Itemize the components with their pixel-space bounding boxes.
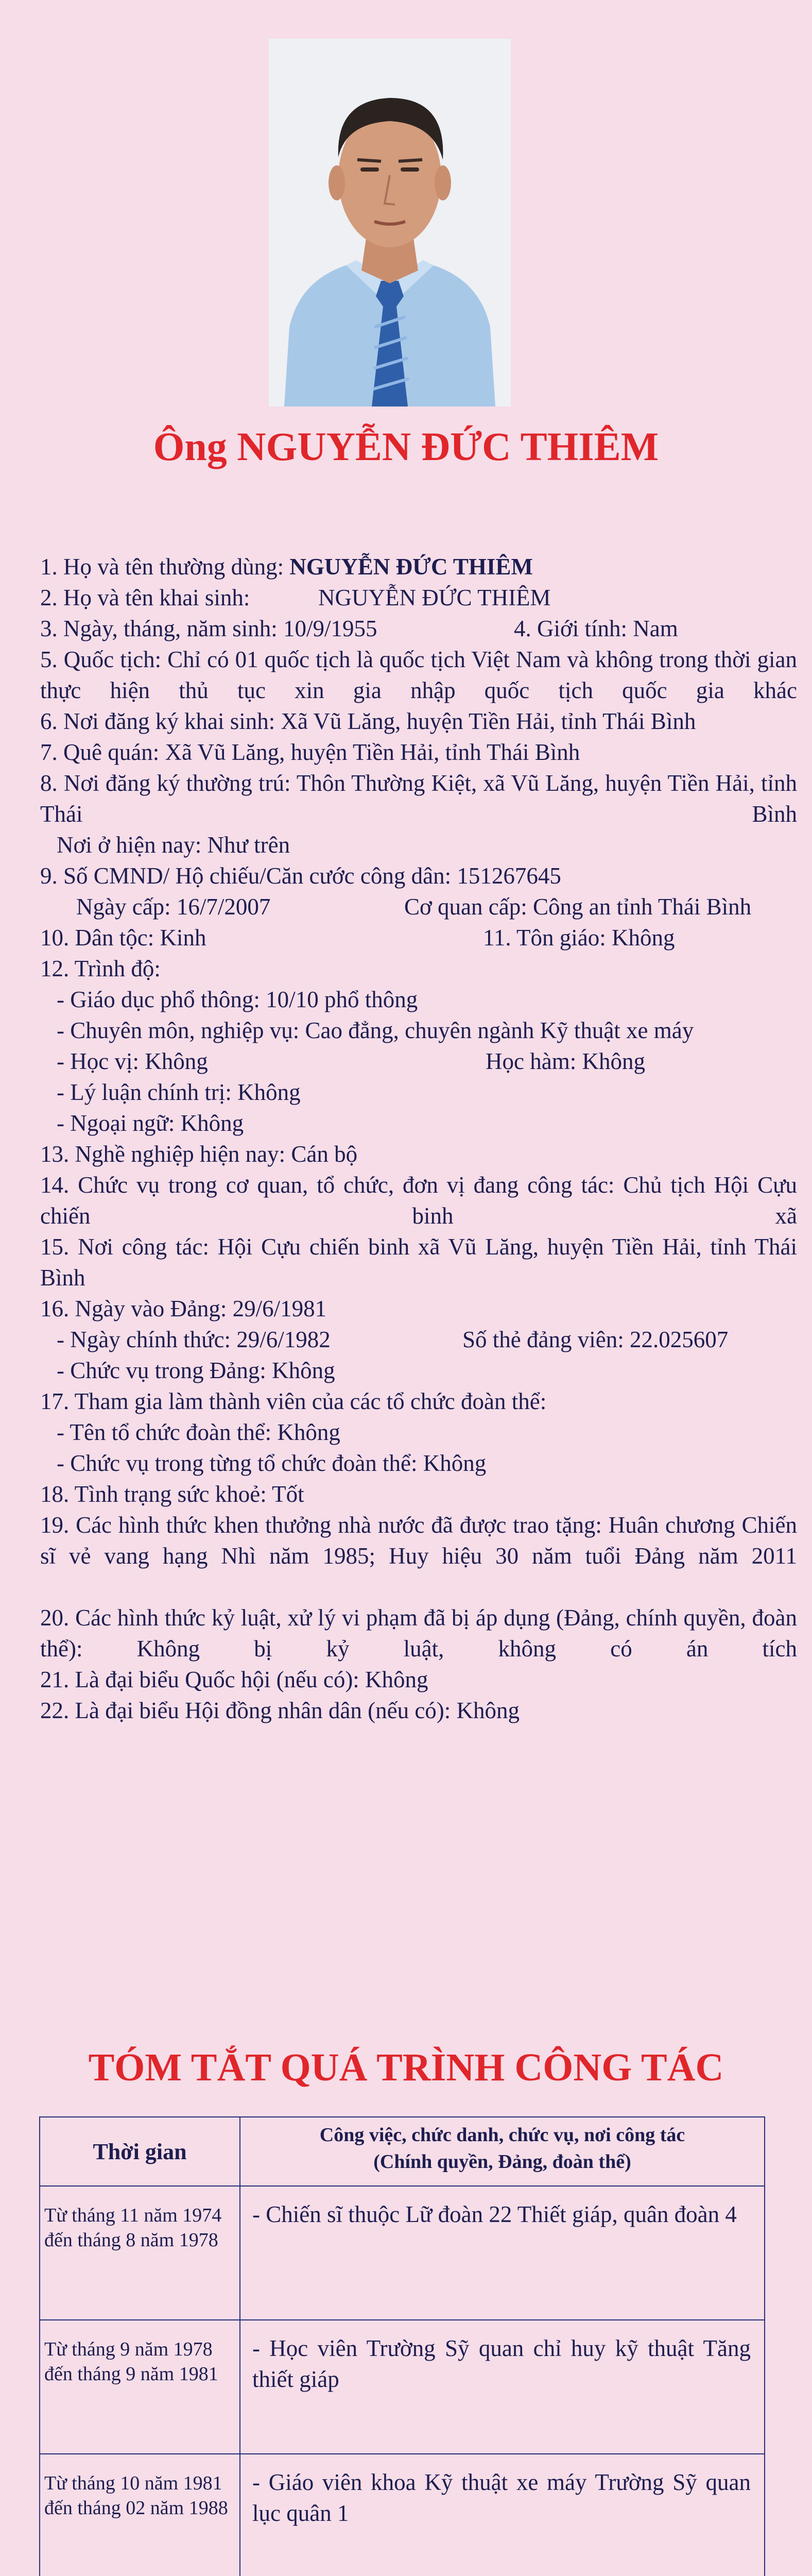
info-line-8: 8. Nơi đăng ký thường trú: Thôn Thường Kiệt, xã Vũ Lăng, huyện Tiền Hải, tỉnh Thái Bình	[40, 770, 797, 827]
info-line-5: 5. Quốc tịch: Chỉ có 01 quốc tịch là quốc tịch Việt Nam và không trong thời gian thực hiện thủ tục xin gia nhập quốc tịch quốc gia khác	[40, 647, 797, 703]
table-header	[40, 2117, 764, 2187]
info-line-3: 3. Ngày, tháng, năm sinh: 10/9/1955 4. Giới tính: Nam	[40, 616, 678, 641]
table-row	[40, 2185, 764, 2320]
row-description: - Chiến sĩ thuộc Lữ đoàn 22 Thiết giáp, quân đoàn 4	[252, 2201, 737, 2227]
info-line-18: 18. Tình trạng sức khoẻ: Tốt	[40, 1481, 304, 1507]
info-line-9: 9. Số CMND/ Hộ chiếu/Căn cước công dân: 151267645	[40, 863, 561, 889]
info-line-17a: - Tên tổ chức đoàn thể: Không	[57, 1419, 340, 1445]
info-line-13: 13. Nghề nghiệp hiện nay: Cán bộ	[40, 1141, 358, 1167]
common-name-value: NGUYỄN ĐỨC THIÊM	[289, 554, 533, 580]
row-description: - Học viên Trường Sỹ quan chỉ huy kỹ thuật Tăng thiết giáp	[252, 2335, 751, 2392]
info-line-22: 22. Là đại biểu Hội đồng nhân dân (nếu có): Không	[40, 1698, 520, 1723]
header-description: Công việc, chức danh, chức vụ, nơi công tác (Chính quyền, Đảng, đoàn thể)	[319, 2124, 685, 2173]
info-line-17b: - Chức vụ trong từng tổ chức đoàn thể: Không	[57, 1450, 487, 1476]
career-table	[39, 2116, 765, 2576]
info-line-12: 12. Trình độ:	[40, 956, 161, 981]
title-prefix: Ông	[153, 424, 227, 469]
table-row	[40, 2453, 764, 2576]
info-line-12d: - Lý luận chính trị: Không	[57, 1079, 301, 1105]
row-time: Từ tháng 10 năm 1981 đến tháng 02 năm 1988	[44, 2472, 228, 2519]
info-line-16a: - Ngày chính thức: 29/6/1982 Số thẻ đảng viên: 22.025607	[57, 1327, 729, 1352]
info-line-16: 16. Ngày vào Đảng: 29/6/1981	[40, 1296, 327, 1321]
table-row	[40, 2319, 764, 2454]
info-line-7: 7. Quê quán: Xã Vũ Lăng, huyện Tiền Hải, tỉnh Thái Bình	[40, 739, 580, 765]
info-line-21: 21. Là đại biểu Quốc hội (nếu có): Không	[40, 1667, 428, 1692]
info-line-15: 15. Nơi công tác: Hội Cựu chiến binh xã Vũ Lăng, huyện Tiền Hải, tỉnh Thái Bình	[40, 1234, 797, 1291]
info-line-12c: - Học vị: Không Học hàm: Không	[57, 1048, 645, 1074]
info-line-9a: Ngày cấp: 16/7/2007 Cơ quan cấp: Công an tỉnh Thái Bình	[76, 894, 752, 920]
info-line-10: 10. Dân tộc: Kinh 11. Tôn giáo: Không	[40, 925, 675, 951]
header-time: Thời gian	[93, 2139, 187, 2164]
info-line-14: 14. Chức vụ trong cơ quan, tổ chức, đơn vị đang công tác: Chủ tịch Hội Cựu chiến binh xã	[40, 1172, 797, 1229]
title-name: NGUYỄN ĐỨC THIÊM	[237, 424, 659, 469]
info-line-12b: - Chuyên môn, nghiệp vụ: Cao đẳng, chuyên ngành Kỹ thuật xe máy	[57, 1018, 694, 1043]
person-name-heading	[0, 423, 812, 470]
info-line-19: 19. Các hình thức khen thưởng nhà nước đã được trao tặng: Huân chương Chiến sĩ vẻ vang hạng Nhì năm 1985; Huy hiệu 30 năm tuổi Đảng năm 2011	[40, 1512, 797, 1569]
info-line-12e: - Ngoại ngữ: Không	[57, 1110, 244, 1136]
personal-info-list	[40, 551, 797, 1726]
info-line-20: 20. Các hình thức kỷ luật, xử lý vi phạm đã bị áp dụng (Đảng, chính quyền, đoàn thể): Không bị kỷ luật, không có án tích	[40, 1605, 797, 1662]
career-summary-title: TÓM TẮT QUÁ TRÌNH CÔNG TÁC	[88, 2046, 724, 2089]
portrait-photo	[269, 39, 511, 406]
info-line-16c: - Chức vụ trong Đảng: Không	[57, 1358, 335, 1383]
info-line-1: 1. Họ và tên thường dùng: NGUYỄN ĐỨC THIÊM	[40, 554, 533, 580]
info-line-12a: - Giáo dục phổ thông: 10/10 phổ thông	[57, 987, 418, 1012]
info-line-8b: Nơi ở hiện nay: Như trên	[57, 832, 290, 858]
info-line-17: 17. Tham gia làm thành viên của các tổ chức đoàn thể:	[40, 1388, 547, 1414]
info-line-2: 2. Họ và tên khai sinh: NGUYỄN ĐỨC THIÊM	[40, 585, 551, 611]
row-time: Từ tháng 11 năm 1974 đến tháng 8 năm 1978	[44, 2205, 222, 2251]
info-line-6: 6. Nơi đăng ký khai sinh: Xã Vũ Lăng, huyện Tiền Hải, tỉnh Thái Bình	[40, 708, 696, 734]
row-description: - Giáo viên khoa Kỹ thuật xe máy Trường Sỹ quan lục quân 1	[252, 2469, 751, 2526]
row-time: Từ tháng 9 năm 1978 đến tháng 9 năm 1981	[44, 2338, 218, 2385]
